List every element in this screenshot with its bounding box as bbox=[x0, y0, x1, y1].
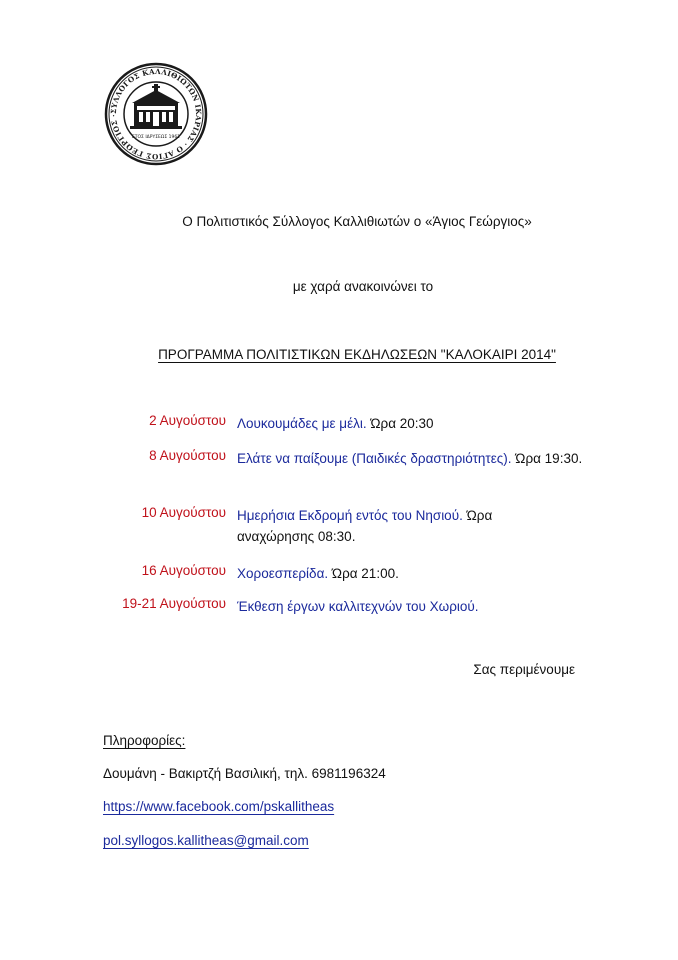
event-date: 10 Αυγούστου bbox=[141, 505, 226, 520]
event-title: Λουκουμάδες με μέλι. bbox=[237, 416, 367, 431]
contact-info: Δουμάνη - Βακιρτζή Βασιλική, τηλ. 6981196324 bbox=[103, 766, 386, 781]
event-date: 8 Αυγούστου bbox=[149, 448, 226, 463]
email-link[interactable]: pol.syllogos.kallitheas@gmail.com bbox=[103, 833, 309, 848]
event-description bbox=[237, 448, 587, 469]
event-time: Ώρα αναχώρησης 08:30. bbox=[237, 508, 493, 544]
event-title: Ελάτε να παίξουμε (Παιδικές δραστηριότητες). bbox=[237, 451, 512, 466]
association-intro: Ο Πολιτιστικός Σύλλογος Καλλιθιωτών ο «Άγιος Γεώργιος» bbox=[182, 214, 532, 229]
info-heading: Πληροφορίες: bbox=[103, 733, 186, 748]
event-time: Ώρα 19:30. bbox=[515, 451, 583, 466]
event-description bbox=[237, 596, 587, 617]
event-description bbox=[237, 563, 587, 584]
facebook-link[interactable]: https://www.facebook.com/pskallitheas bbox=[103, 799, 335, 814]
church-icon bbox=[130, 84, 182, 129]
seal-graphic bbox=[104, 62, 208, 166]
seal-ring-text: ΣΥΛΛΟΓΟΣ ΚΑΛΛΙΘΙΩΤΩΝ ΙΚΑΡΙΑΣ · Ο ΑΓΙΟΣ ΓΕΩΡΓΙΟΣ · bbox=[108, 66, 204, 162]
event-time: Ώρα 20:30 bbox=[370, 416, 434, 431]
seal-year-text: ΕΤΟΣ ΙΔΡΥΣΕΩΣ 1961 bbox=[131, 135, 181, 140]
event-description bbox=[237, 505, 537, 547]
event-date: 16 Αυγούστου bbox=[141, 563, 226, 578]
event-time: Ώρα 21:00. bbox=[331, 566, 399, 581]
event-title: Χοροεσπερίδα. bbox=[237, 566, 329, 581]
event-date: 19-21 Αυγούστου bbox=[122, 596, 226, 611]
program-title: ΠΡΟΓΡΑΜΜΑ ΠΟΛΙΤΙΣΤΙΚΩΝ ΕΚΔΗΛΩΣΕΩΝ "ΚΑΛΟΚΑΙΡΙ 2014" bbox=[158, 347, 556, 362]
event-description bbox=[237, 413, 587, 434]
association-seal-logo bbox=[104, 62, 208, 166]
event-title: Ημερήσια Εκδρομή εντός του Νησιού. bbox=[237, 508, 463, 523]
event-date: 2 Αυγούστου bbox=[149, 413, 226, 428]
event-title: Έκθεση έργων καλλιτεχνών του Χωριού. bbox=[237, 599, 479, 614]
announcement-line: με χαρά ανακοινώνει το bbox=[292, 279, 434, 294]
closing-text: Σας περιμένουμε bbox=[473, 662, 575, 677]
